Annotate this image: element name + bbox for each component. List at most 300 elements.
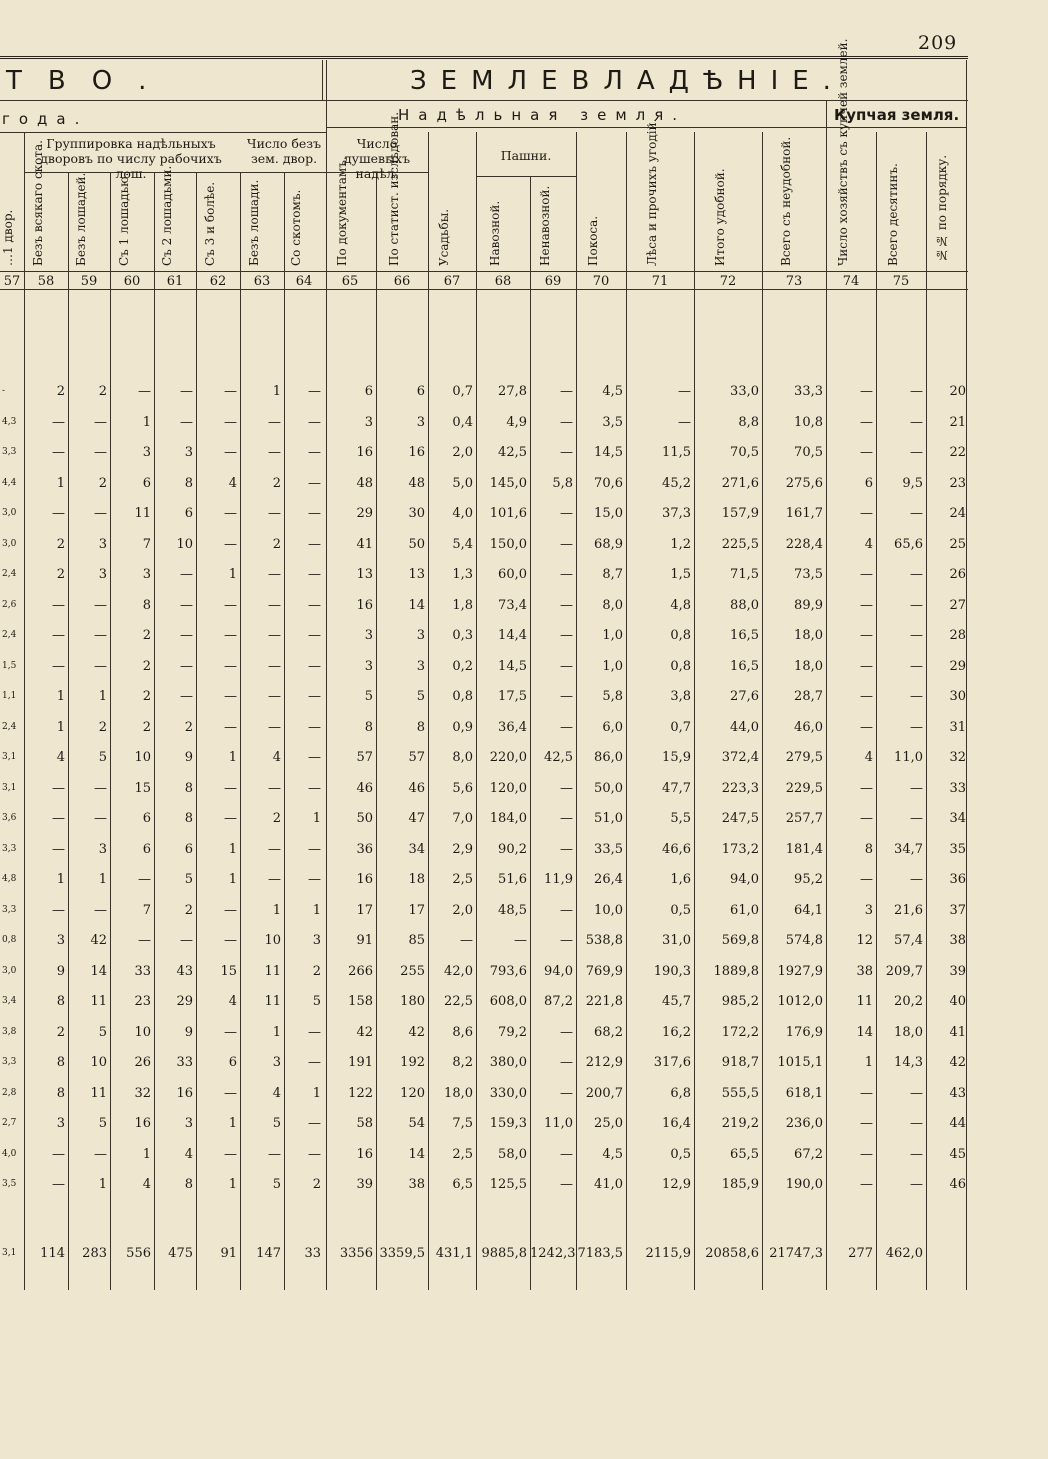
row-44-col-68: 159,3 xyxy=(489,1116,527,1131)
row-41-col-73: 176,9 xyxy=(785,1024,823,1040)
row-number-38: 38 xyxy=(949,933,966,948)
row-36-col-71: 1,6 xyxy=(670,872,691,887)
row-32-col-67: 8,0 xyxy=(452,750,473,765)
row-44-col-58: 3 xyxy=(56,1116,65,1131)
row-44-col-75: — xyxy=(910,1116,923,1131)
row-36-col-75: — xyxy=(910,872,923,887)
row-41-col-57: 3,8 xyxy=(2,1026,17,1037)
rule-header-top xyxy=(0,100,968,101)
row-44-col-70: 25,0 xyxy=(594,1116,623,1131)
row-26-col-72: 71,5 xyxy=(730,567,759,582)
row-25-col-67: 5,4 xyxy=(452,536,473,552)
row-number-39: 39 xyxy=(949,963,966,979)
row-41-col-74: 14 xyxy=(856,1024,873,1040)
row-32-col-68: 220,0 xyxy=(489,750,527,765)
row-42-col-66: 192 xyxy=(400,1055,425,1070)
row-23-col-68: 145,0 xyxy=(489,475,527,491)
row-43-col-58: 8 xyxy=(56,1085,65,1101)
row-41-col-63: 1 xyxy=(272,1024,281,1040)
row-23-col-60: 6 xyxy=(142,475,151,491)
row-20-col-75: — xyxy=(910,384,923,399)
row-32-col-66: 57 xyxy=(408,750,425,765)
total-col-65: 3356 xyxy=(339,1246,373,1261)
row-20-col-72: 33,0 xyxy=(730,384,759,399)
top-rule xyxy=(0,56,968,59)
row-26-col-69: — xyxy=(560,567,573,582)
row-36-col-69: 11,9 xyxy=(544,872,573,887)
row-39-col-66: 255 xyxy=(400,963,425,979)
total-col-67: 431,1 xyxy=(435,1246,473,1261)
row-34-col-57: 3,6 xyxy=(2,813,17,823)
row-24-col-73: 161,7 xyxy=(785,506,823,521)
row-37-col-66: 17 xyxy=(408,902,425,918)
row-31-col-63: — xyxy=(268,719,281,735)
row-30-col-62: — xyxy=(224,689,237,704)
col-number-66: 66 xyxy=(393,274,411,289)
row-21-col-64: — xyxy=(308,414,321,430)
row-24-col-57: 3,0 xyxy=(2,508,17,518)
row-45-col-71: 0,5 xyxy=(670,1146,691,1162)
row-35-col-63: — xyxy=(268,841,281,857)
row-23-col-69: 5,8 xyxy=(552,475,573,491)
row-40-col-72: 985,2 xyxy=(721,994,759,1009)
subtitle-left: года. xyxy=(2,110,89,128)
row-45-col-66: 14 xyxy=(408,1146,425,1162)
col-header-60: Съ 1 лошадью. xyxy=(117,172,131,266)
row-25-col-58: 2 xyxy=(56,536,65,552)
row-37-col-64: 1 xyxy=(312,902,321,918)
row-25-col-70: 68,9 xyxy=(594,536,623,552)
row-41-col-59: 5 xyxy=(98,1024,107,1040)
row-37-col-62: — xyxy=(224,902,237,918)
row-number-34: 34 xyxy=(949,811,966,826)
row-22-col-74: — xyxy=(860,445,873,460)
row-32-col-71: 15,9 xyxy=(662,750,691,765)
row-27-col-70: 8,0 xyxy=(602,597,623,613)
row-36-col-58: 1 xyxy=(56,872,65,887)
row-31-col-69: — xyxy=(560,719,573,735)
row-29-col-63: — xyxy=(268,658,281,674)
row-44-col-74: — xyxy=(860,1116,873,1131)
group-header-landless: Число безъ зем. двор. xyxy=(246,136,322,166)
row-44-col-61: 3 xyxy=(184,1116,193,1131)
row-25-col-74: 4 xyxy=(864,536,873,552)
row-21-col-73: 10,8 xyxy=(794,414,823,430)
row-number-44: 44 xyxy=(949,1116,966,1131)
row-37-col-68: 48,5 xyxy=(498,902,527,918)
row-33-col-73: 229,5 xyxy=(785,780,823,796)
total-col-71: 2115,9 xyxy=(645,1246,691,1261)
subtitle-kupchaya: Купчая земля. xyxy=(834,106,960,124)
row-46-col-70: 41,0 xyxy=(594,1177,623,1192)
row-43-col-72: 555,5 xyxy=(721,1085,759,1101)
row-35-col-68: 90,2 xyxy=(498,841,527,857)
row-23-col-64: — xyxy=(308,475,321,491)
row-30-col-69: — xyxy=(560,689,573,704)
row-46-col-64: 2 xyxy=(312,1177,321,1192)
row-39-col-63: 11 xyxy=(264,963,281,979)
row-37-col-71: 0,5 xyxy=(670,902,691,918)
row-34-col-63: 2 xyxy=(272,811,281,826)
row-41-col-69: — xyxy=(560,1024,573,1040)
row-22-col-62: — xyxy=(224,445,237,460)
row-37-col-63: 1 xyxy=(272,902,281,918)
row-26-col-73: 73,5 xyxy=(794,567,823,582)
row-37-col-65: 17 xyxy=(356,902,373,918)
row-43-col-66: 120 xyxy=(400,1085,425,1101)
col-number-68: 68 xyxy=(494,274,512,289)
row-39-col-68: 793,6 xyxy=(489,963,527,979)
row-42-col-59: 10 xyxy=(90,1055,107,1070)
row-32-col-59: 5 xyxy=(98,750,107,765)
row-28-col-65: 3 xyxy=(364,628,373,643)
row-38-col-61: — xyxy=(180,933,193,948)
row-46-col-68: 125,5 xyxy=(489,1177,527,1192)
row-number-40: 40 xyxy=(949,994,966,1009)
row-26-col-75: — xyxy=(910,567,923,582)
col-number-57: 57 xyxy=(3,274,21,289)
row-23-col-66: 48 xyxy=(408,475,425,491)
row-20-col-67: 0,7 xyxy=(452,384,473,399)
row-44-col-62: 1 xyxy=(228,1116,237,1131)
row-33-col-72: 223,3 xyxy=(721,780,759,796)
row-24-col-65: 29 xyxy=(356,506,373,521)
row-41-col-58: 2 xyxy=(56,1024,65,1040)
row-33-col-66: 46 xyxy=(408,780,425,796)
row-38-col-68: — xyxy=(514,933,527,948)
row-38-col-71: 31,0 xyxy=(662,933,691,948)
row-42-col-62: 6 xyxy=(228,1055,237,1070)
row-38-col-63: 10 xyxy=(264,933,281,948)
row-30-col-66: 5 xyxy=(416,689,425,704)
row-30-col-68: 17,5 xyxy=(498,689,527,704)
row-27-col-69: — xyxy=(560,597,573,613)
row-42-col-61: 33 xyxy=(176,1055,193,1070)
row-22-col-57: 3,3 xyxy=(2,447,17,457)
row-number-31: 31 xyxy=(949,719,966,735)
row-20-col-61: — xyxy=(180,384,193,399)
row-number-37: 37 xyxy=(949,902,966,918)
row-40-col-59: 11 xyxy=(90,994,107,1009)
row-20-col-59: 2 xyxy=(98,384,107,399)
row-22-col-70: 14,5 xyxy=(594,445,623,460)
row-38-col-64: 3 xyxy=(312,933,321,948)
row-27-col-66: 14 xyxy=(408,597,425,613)
row-35-col-60: 6 xyxy=(142,841,151,857)
row-39-col-58: 9 xyxy=(56,963,65,979)
row-37-col-60: 7 xyxy=(142,902,151,918)
row-24-col-71: 37,3 xyxy=(662,506,691,521)
row-39-col-74: 38 xyxy=(856,963,873,979)
row-31-col-75: — xyxy=(910,719,923,735)
row-39-col-59: 14 xyxy=(90,963,107,979)
row-40-col-61: 29 xyxy=(176,994,193,1009)
row-number-33: 33 xyxy=(949,780,966,796)
row-27-col-75: — xyxy=(910,597,923,613)
row-40-col-65: 158 xyxy=(348,994,373,1009)
row-44-col-73: 236,0 xyxy=(785,1116,823,1131)
row-35-col-65: 36 xyxy=(356,841,373,857)
row-46-col-63: 5 xyxy=(272,1177,281,1192)
row-41-col-72: 172,2 xyxy=(721,1024,759,1040)
row-24-col-70: 15,0 xyxy=(594,506,623,521)
row-22-col-67: 2,0 xyxy=(452,445,473,460)
row-42-col-70: 212,9 xyxy=(585,1055,623,1070)
row-42-col-73: 1015,1 xyxy=(777,1055,823,1070)
row-30-col-72: 27,6 xyxy=(730,689,759,704)
row-20-col-62: — xyxy=(224,384,237,399)
row-24-col-67: 4,0 xyxy=(452,506,473,521)
col-number-63: 63 xyxy=(253,274,271,289)
row-39-col-57: 3,0 xyxy=(2,965,17,976)
row-number-46: 46 xyxy=(949,1177,966,1192)
row-39-col-70: 769,9 xyxy=(585,963,623,979)
row-42-col-74: 1 xyxy=(864,1055,873,1070)
row-41-col-67: 8,6 xyxy=(452,1024,473,1040)
row-42-col-67: 8,2 xyxy=(452,1055,473,1070)
row-35-col-66: 34 xyxy=(408,841,425,857)
row-28-col-61: — xyxy=(180,628,193,643)
row-36-col-66: 18 xyxy=(408,872,425,887)
row-23-col-65: 48 xyxy=(356,475,373,491)
row-25-col-63: 2 xyxy=(272,536,281,552)
row-31-col-66: 8 xyxy=(416,719,425,735)
row-21-col-71: — xyxy=(678,414,691,430)
band-title-left: ТВО. xyxy=(6,66,173,96)
row-30-col-61: — xyxy=(180,689,193,704)
row-24-col-58: — xyxy=(52,506,65,521)
row-27-col-74: — xyxy=(860,597,873,613)
row-28-col-64: — xyxy=(308,628,321,643)
row-30-col-58: 1 xyxy=(56,689,65,704)
row-24-col-68: 101,6 xyxy=(489,506,527,521)
row-43-col-57: 2,8 xyxy=(2,1087,17,1098)
row-38-col-66: 85 xyxy=(408,933,425,948)
row-40-col-71: 45,7 xyxy=(662,994,691,1009)
row-24-col-69: — xyxy=(560,506,573,521)
row-23-col-70: 70,6 xyxy=(594,475,623,491)
row-34-col-71: 5,5 xyxy=(670,811,691,826)
row-23-col-62: 4 xyxy=(228,475,237,491)
row-26-col-65: 13 xyxy=(356,567,373,582)
row-25-col-66: 50 xyxy=(408,536,425,552)
row-44-col-60: 16 xyxy=(134,1116,151,1131)
group-header-pashni: Пашни. xyxy=(500,148,552,163)
row-46-col-58: — xyxy=(52,1177,65,1192)
row-27-col-62: — xyxy=(224,597,237,613)
row-31-col-58: 1 xyxy=(56,719,65,735)
row-20-col-71: — xyxy=(678,384,691,399)
row-number-21: 21 xyxy=(949,414,966,430)
row-32-col-73: 279,5 xyxy=(785,750,823,765)
row-35-col-57: 3,3 xyxy=(2,843,17,854)
row-35-col-71: 46,6 xyxy=(662,841,691,857)
row-26-col-60: 3 xyxy=(142,567,151,582)
total-col-66: 3359,5 xyxy=(379,1246,425,1261)
row-34-col-75: — xyxy=(910,811,923,826)
row-34-col-73: 257,7 xyxy=(785,811,823,826)
col-header-68: Навозной. xyxy=(488,200,502,266)
row-25-col-61: 10 xyxy=(176,536,193,552)
row-39-col-62: 15 xyxy=(220,963,237,979)
row-28-col-73: 18,0 xyxy=(794,628,823,643)
row-27-col-67: 1,8 xyxy=(452,597,473,613)
total-col-61: 475 xyxy=(168,1246,193,1261)
row-27-col-73: 89,9 xyxy=(794,597,823,613)
row-21-col-67: 0,4 xyxy=(452,414,473,430)
row-31-col-65: 8 xyxy=(364,719,373,735)
row-33-col-69: — xyxy=(560,780,573,796)
col-header-75: Всего десятинъ. xyxy=(886,163,900,266)
row-28-col-58: — xyxy=(52,628,65,643)
total-col-64: 33 xyxy=(304,1246,321,1261)
row-36-col-70: 26,4 xyxy=(594,872,623,887)
row-23-col-71: 45,2 xyxy=(662,475,691,491)
col-rule-18 xyxy=(926,132,927,1290)
row-20-col-63: 1 xyxy=(272,384,281,399)
total-col-63: 147 xyxy=(256,1246,281,1261)
left-section-rule xyxy=(322,60,323,100)
row-24-col-72: 157,9 xyxy=(721,506,759,521)
row-29-col-59: — xyxy=(94,658,107,674)
rule-colnums-bottom xyxy=(0,289,968,290)
row-35-col-64: — xyxy=(308,841,321,857)
row-number-24: 24 xyxy=(949,506,966,521)
row-32-col-57: 3,1 xyxy=(2,752,17,762)
row-25-col-60: 7 xyxy=(142,536,151,552)
row-46-col-66: 38 xyxy=(408,1177,425,1192)
row-38-col-75: 57,4 xyxy=(894,933,923,948)
row-43-col-62: — xyxy=(224,1085,237,1101)
row-31-col-61: 2 xyxy=(184,719,193,735)
row-30-col-75: — xyxy=(910,689,923,704)
row-45-col-60: 1 xyxy=(142,1146,151,1162)
row-25-col-57: 3,0 xyxy=(2,538,17,549)
row-23-col-58: 1 xyxy=(56,475,65,491)
row-33-col-64: — xyxy=(308,780,321,796)
row-28-col-67: 0,3 xyxy=(452,628,473,643)
row-37-col-72: 61,0 xyxy=(730,902,759,918)
row-32-col-63: 4 xyxy=(272,750,281,765)
row-29-col-71: 0,8 xyxy=(670,658,691,674)
row-45-col-64: — xyxy=(308,1146,321,1162)
row-43-col-70: 200,7 xyxy=(585,1085,623,1101)
row-45-col-61: 4 xyxy=(184,1146,193,1162)
row-33-col-57: 3,1 xyxy=(2,782,17,793)
row-35-col-72: 173,2 xyxy=(721,841,759,857)
row-46-col-59: 1 xyxy=(98,1177,107,1192)
total-col-58: 114 xyxy=(40,1246,65,1261)
row-35-col-61: 6 xyxy=(184,841,193,857)
row-31-col-73: 46,0 xyxy=(794,719,823,735)
row-40-col-57: 3,4 xyxy=(2,996,17,1006)
row-43-col-59: 11 xyxy=(90,1085,107,1101)
col-header-58: Безъ всякаго скота. xyxy=(31,140,45,266)
row-25-col-64: — xyxy=(308,536,321,552)
row-24-col-63: — xyxy=(268,506,281,521)
row-37-col-70: 10,0 xyxy=(594,902,623,918)
col-header-69: Ненавозной. xyxy=(538,185,552,266)
row-42-col-60: 26 xyxy=(134,1055,151,1070)
row-35-col-70: 33,5 xyxy=(594,841,623,857)
row-22-col-72: 70,5 xyxy=(730,445,759,460)
total-col-62: 91 xyxy=(220,1246,237,1261)
row-30-col-67: 0,8 xyxy=(452,689,473,704)
row-41-col-68: 79,2 xyxy=(498,1024,527,1040)
row-31-col-57: 2,4 xyxy=(2,721,17,732)
row-39-col-64: 2 xyxy=(312,963,321,979)
row-28-col-66: 3 xyxy=(416,628,425,643)
row-21-col-69: — xyxy=(560,414,573,430)
row-31-col-62: — xyxy=(224,719,237,735)
row-30-col-70: 5,8 xyxy=(602,689,623,704)
row-26-col-63: — xyxy=(268,567,281,582)
row-20-col-73: 33,3 xyxy=(794,384,823,399)
row-39-col-72: 1889,8 xyxy=(713,963,759,979)
col-header-76: №№ по порядку. xyxy=(935,154,949,262)
row-27-col-65: 16 xyxy=(356,597,373,613)
row-25-col-59: 3 xyxy=(98,536,107,552)
row-24-col-74: — xyxy=(860,506,873,521)
row-46-col-73: 190,0 xyxy=(785,1177,823,1192)
row-number-42: 42 xyxy=(949,1055,966,1070)
row-36-col-60: — xyxy=(138,872,151,887)
row-28-col-63: — xyxy=(268,628,281,643)
row-33-col-75: — xyxy=(910,780,923,796)
col-number-65: 65 xyxy=(341,274,359,289)
row-38-col-57: 0,8 xyxy=(2,935,17,945)
row-40-col-66: 180 xyxy=(400,994,425,1009)
row-43-col-63: 4 xyxy=(272,1085,281,1101)
row-36-col-73: 95,2 xyxy=(794,872,823,887)
row-26-col-74: — xyxy=(860,567,873,582)
group-header-souls: Число душевыхъ надѣл. xyxy=(343,136,411,181)
row-35-col-67: 2,9 xyxy=(452,841,473,857)
row-40-col-64: 5 xyxy=(312,994,321,1009)
col-header-63: Безъ лошади. xyxy=(247,179,261,266)
row-34-col-67: 7,0 xyxy=(452,811,473,826)
row-41-col-64: — xyxy=(308,1024,321,1040)
row-25-col-72: 225,5 xyxy=(721,536,759,552)
row-38-col-60: — xyxy=(138,933,151,948)
row-21-col-66: 3 xyxy=(416,414,425,430)
row-24-col-66: 30 xyxy=(408,506,425,521)
row-number-20: 20 xyxy=(949,384,966,399)
row-number-29: 29 xyxy=(949,658,966,674)
row-42-col-68: 380,0 xyxy=(489,1055,527,1070)
row-34-col-65: 50 xyxy=(356,811,373,826)
row-45-col-70: 4,5 xyxy=(602,1146,623,1162)
row-36-col-67: 2,5 xyxy=(452,872,473,887)
row-40-col-74: 11 xyxy=(856,994,873,1009)
row-45-col-59: — xyxy=(94,1146,107,1162)
row-27-col-72: 88,0 xyxy=(730,597,759,613)
row-34-col-60: 6 xyxy=(142,811,151,826)
row-37-col-69: — xyxy=(560,902,573,918)
row-26-col-62: 1 xyxy=(228,567,237,582)
row-44-col-57: 2,7 xyxy=(2,1118,17,1128)
row-20-col-66: 6 xyxy=(416,384,425,399)
row-31-col-74: — xyxy=(860,719,873,735)
row-25-col-62: — xyxy=(224,536,237,552)
row-33-col-62: — xyxy=(224,780,237,796)
row-41-col-71: 16,2 xyxy=(662,1024,691,1040)
row-number-43: 43 xyxy=(949,1085,966,1101)
row-29-col-58: — xyxy=(52,658,65,674)
row-43-col-64: 1 xyxy=(312,1085,321,1101)
row-22-col-60: 3 xyxy=(142,445,151,460)
row-35-col-59: 3 xyxy=(98,841,107,857)
